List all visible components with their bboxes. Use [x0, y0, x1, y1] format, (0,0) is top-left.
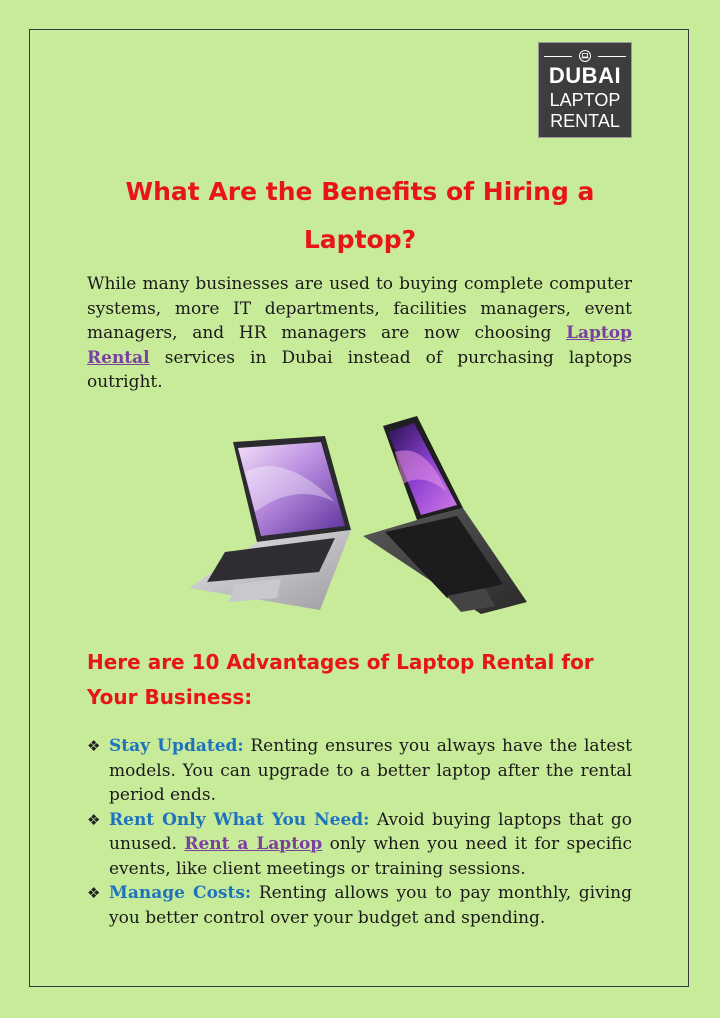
logo-text-rental: RENTAL [550, 111, 620, 131]
logo-line-right [598, 56, 626, 57]
laptop-icon [578, 50, 592, 62]
laptops-illustration [185, 412, 535, 622]
list-item-stay-updated [87, 734, 632, 808]
intro-paragraph [87, 272, 632, 395]
page-title-line2: Laptop? [303, 225, 417, 254]
advantages-list [87, 734, 632, 930]
term-stay-updated: Stay Updated: [109, 736, 244, 756]
diamond-bullet-icon: ❖ [87, 884, 101, 902]
term-rent-only: Rent Only What You Need: [109, 809, 370, 830]
text-stay-updated: Renting ensures you always have the latest models. You can upgrade to a better laptop after the rental period ends. [109, 736, 633, 805]
rent-a-laptop-link[interactable]: Rent a Laptop [184, 834, 323, 854]
dark-laptop [363, 416, 527, 614]
term-manage-costs: Manage Costs: [109, 883, 252, 903]
list-item-manage-costs [87, 881, 632, 930]
section-heading-line2: Your Business: [87, 685, 253, 709]
logo-text-laptop: LAPTOP [549, 90, 621, 110]
diamond-bullet-icon: ❖ [87, 737, 101, 755]
list-item-rent-only [87, 808, 632, 882]
logo-header [539, 50, 631, 62]
section-heading [87, 645, 647, 715]
dubai-laptop-rental-logo[interactable] [538, 42, 632, 138]
text-manage-costs: Renting allows you to pay monthly, giving you better control over your budget and spending. [109, 883, 632, 928]
section-heading-line1: Here are 10 Advantages of Laptop Rental for [87, 650, 594, 674]
logo-text-dubai: DUBAI [548, 63, 622, 88]
intro-text-after: services in Dubai instead of purchasing laptops outright. [87, 347, 632, 392]
text-rent-only-before: Avoid buying laptops that go unused. [109, 809, 633, 854]
silver-laptop [189, 436, 351, 610]
page-title [60, 168, 660, 264]
intro-text-before: While many businesses are used to buying complete computer systems, more IT departments, facilities managers, event managers, and HR managers are now choosing [87, 274, 632, 343]
diamond-bullet-icon: ❖ [87, 810, 101, 829]
page-title-line1: What Are the Benefits of Hiring a [125, 177, 595, 206]
text-rent-only-after: only when you need it for specific events, like client meetings or training sessions. [109, 834, 632, 879]
logo-line-left [544, 56, 572, 57]
laptop-rental-link[interactable]: Laptop Rental [87, 323, 632, 368]
